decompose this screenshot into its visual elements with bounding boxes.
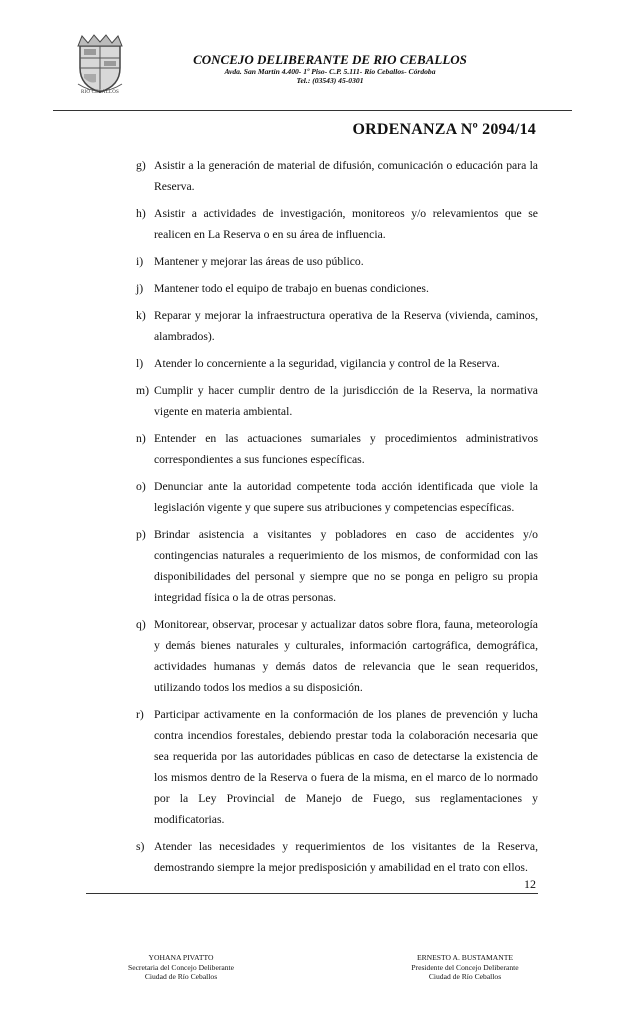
signature-block-secretary [106, 953, 256, 982]
list-item [136, 476, 538, 518]
list-item [136, 203, 538, 245]
seal-label: RIO CEBALLOS [80, 90, 120, 95]
item-marker: g) [136, 159, 146, 172]
list-item [136, 428, 538, 470]
item-text: Denunciar ante la autoridad competente toda acción identificada que viole la legislación vigente y que supere sus atribuciones y competencias específicas. [154, 480, 538, 514]
list-item [136, 524, 538, 608]
signatory-role: Presidente del Concejo Deliberante [411, 962, 519, 972]
item-text: Mantener todo el equipo de trabajo en buenas condiciones. [154, 282, 429, 295]
item-marker: i) [136, 255, 144, 268]
list-item [136, 353, 538, 374]
footer-divider [86, 893, 538, 894]
item-marker: m) [136, 384, 149, 397]
letterhead [150, 52, 510, 85]
item-text: Atender las necesidades y requerimientos de los visitantes de la Reserva, demostrando siempre la mejor predisposición y amabilidad en el trato con ellos. [154, 840, 538, 874]
list-item [136, 305, 538, 347]
item-text: Participar activamente en la conformación de los planes de prevención y lucha contra incendios forestales, debiendo prestar toda la colaboración necesaria que sea requerida por las autoridades públicas en caso de detectarse la existencia de los mismos dentro de la Reserva o fuera de la misma, en el marco de lo normado por la Ley Provincial de Manejo de Fuego, sus reglamentaciones y modificatorias. [154, 708, 538, 826]
signatory-role: Secretaria del Concejo Deliberante [127, 962, 235, 972]
signatory-place: Ciudad de Río Ceballos [144, 972, 218, 982]
item-text: Reparar y mejorar la infraestructura operativa de la Reserva (vivienda, caminos, alambrados). [154, 309, 538, 343]
item-marker: p) [136, 528, 146, 541]
organization-name: CONCEJO DELIBERANTE DE RIO CEBALLOS [193, 52, 467, 67]
item-text: Asistir a la generación de material de difusión, comunicación o educación para la Reserva. [154, 159, 538, 193]
item-marker: q) [136, 618, 146, 631]
list-item [136, 380, 538, 422]
item-marker: n) [136, 432, 146, 445]
municipal-seal-icon [72, 34, 128, 94]
signature-block-president [390, 953, 540, 982]
item-text: Entender en las actuaciones sumariales y procedimientos administrativos correspondientes a sus funciones específicas. [154, 432, 538, 466]
item-text: Atender lo concerniente a la seguridad, vigilancia y control de la Reserva. [154, 357, 500, 370]
organization-address: Avda. San Martín 4.400- 1º Piso- C.P. 5.111- Río Ceballos- Córdoba [224, 67, 436, 76]
item-marker: l) [136, 357, 144, 370]
ordinance-item-list [136, 155, 538, 884]
list-item [136, 278, 538, 299]
item-text: Cumplir y hacer cumplir dentro de la jurisdicción de la Reserva, la normativa vigente en materia ambiental. [154, 384, 538, 418]
item-marker: j) [136, 282, 144, 295]
item-marker: h) [136, 207, 146, 220]
item-text: Asistir a actividades de investigación, monitoreos y/o relevamientos que se realicen en La Reserva o en su área de influencia. [154, 207, 538, 241]
signatory-name: YOHANA PIVATTO [148, 953, 214, 962]
signatory-place: Ciudad de Río Ceballos [428, 972, 502, 982]
page-number: 12 [524, 877, 536, 891]
item-text: Brindar asistencia a visitantes y pobladores en caso de accidentes y/o contingencias naturales a requerimiento de los mismos, de conformidad con las disponibilidades del personal y siempre que no se ponga en peligro su propia integridad física o la de otras personas. [154, 528, 538, 604]
list-item [136, 704, 538, 830]
organization-phone: Tel.: (03543) 45-0301 [296, 76, 364, 85]
item-marker: r) [136, 708, 144, 721]
item-marker: s) [136, 840, 145, 853]
signatory-name: ERNESTO A. BUSTAMANTE [416, 953, 514, 962]
header-divider [53, 110, 572, 111]
item-text: Monitorear, observar, procesar y actualizar datos sobre flora, fauna, meteorología y demás bienes naturales y culturales, información cartográfica, demográfica, actividades humanas y demás datos de relevancia que le sean requeridos, utilizando todos los medios a su disposición. [154, 618, 538, 694]
item-marker: k) [136, 309, 146, 322]
list-item [136, 614, 538, 698]
list-item [136, 836, 538, 878]
list-item [136, 155, 538, 197]
item-text: Mantener y mejorar las áreas de uso público. [154, 255, 364, 268]
list-item [136, 251, 538, 272]
item-marker: o) [136, 480, 146, 493]
ordinance-title: ORDENANZA Nº 2094/14 [352, 121, 536, 138]
